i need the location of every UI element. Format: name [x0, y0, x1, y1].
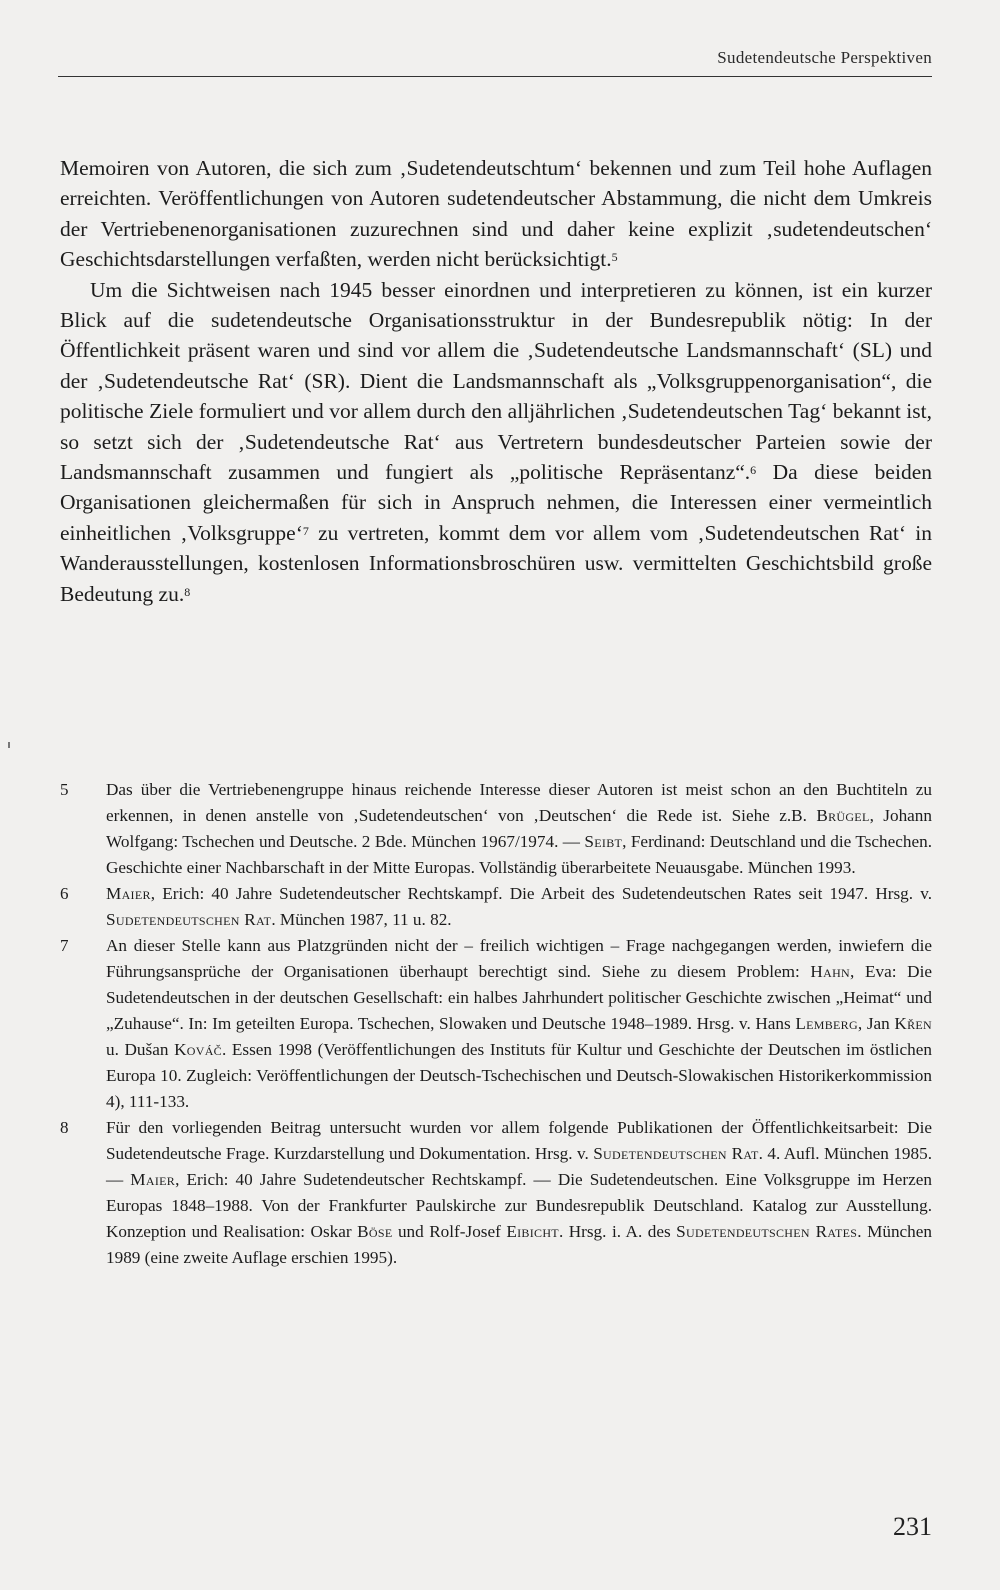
footnote-number: 6 — [60, 884, 69, 903]
footnote-number: 7 — [60, 936, 69, 955]
footnotes — [60, 777, 932, 1271]
header-rule — [58, 76, 932, 77]
footnote-7 — [60, 933, 932, 1115]
footnote-ref: 8 — [184, 584, 191, 599]
footnote-number: 8 — [60, 1118, 69, 1137]
footnote-5 — [60, 777, 932, 881]
page-number: 231 — [893, 1512, 932, 1541]
footnote-text: Maier, Erich: 40 Jahre Sudetendeutscher Rechtskampf. Die Arbeit des Sudetendeutschen Rates seit 1947. Hrsg. v. Sudetendeutschen Rat. München 1987, 11 u. 82. — [106, 884, 932, 929]
footnote-text: An dieser Stelle kann aus Platzgründen nicht der – freilich wichtigen – Frage nachgegangen werden, inwiefern die Führungsansprüche der Organisationen überhaupt berechtigt sind. Siehe zu diesem Problem: Hahn, Eva: Die Sudetendeutschen in der deutschen Gesellschaft: ein halbes Jahrhundert politischer Geschichte zwischen „Heimat“ und „Zuhause“. In: Im geteilten Europa. Tschechen, Slowaken und Deutsche 1948–1989. Hrsg. v. Hans Lemberg, Jan Křen u. Dušan Kováč. Essen 1998 (Veröffentlichungen des Instituts für Kultur und Geschichte der Deutschen im östlichen Europa 10. Zugleich: Veröffentlichungen der Deutsch-Tschechischen und Deutsch-Slowakischen Historikerkommission 4), 111-133. — [106, 936, 932, 1111]
footnote-text: Für den vorliegenden Beitrag untersucht wurden vor allem folgende Publikationen der Öffentlichkeitsarbeit: Die Sudetendeutsche Frage. Kurzdarstellung und Dokumentation. Hrsg. v. Sudetendeutschen Rat. 4. Aufl. München 1985. — Maier, Erich: 40 Jahre Sudetendeutscher Rechtskampf. — Die Sudetendeutschen. Eine Volksgruppe im Herzen Europas 1848–1988. Von der Frankfurter Paulskirche zur Bundesrepublik Deutschland. Katalog zur Ausstellung. Konzeption und Realisation: Oskar Böse und Rolf-Josef Eibicht. Hrsg. i. A. des Sudetendeutschen Rates. München 1989 (eine zweite Auflage erschien 1995). — [106, 1118, 933, 1267]
footnote-8 — [60, 1115, 932, 1271]
footnote-ref: 5 — [611, 250, 618, 265]
paragraph-2: Um die Sichtweisen nach 1945 besser einordnen und interpretieren zu können, ist ein kurzer Blick auf die sudetendeutsche Organisationsstruktur in der Bundesrepublik nötig: In der Öffentlichkeit präsent waren und sind vor allem die ‚Sudetendeutsche Landsmannschaft‘ (SL) und der ‚Sudetendeutsche Rat‘ (SR). Dient die Landsmannschaft als „Volksgruppenorganisation“, die politische Ziele formuliert und vor allem durch den alljährlichen ‚Sudetendeutschen Tag‘ bekannt ist, so setzt sich der ‚Sudetendeutsche Rat‘ aus Vertretern bundesdeutscher Parteien sowie der Landsmannschaft zusammen und fungiert als „politische Repräsentanz“.$^6$ Da diese beiden Organisationen gleichermaßen für sich in Anspruch nehmen, die Interessen einer vermeintlich einheitlichen ‚Volksgruppe‘$^7$ zu vertreten, kommt dem vor allem vom ‚Sudetendeutschen Rat‘ in Wanderausstellungen, kostenlosen Informationsbroschüren usw. vermittelten Geschichtsbild große Bedeutung zu.$^8$ — [60, 277, 932, 606]
footnote-ref: 7 — [302, 523, 309, 538]
margin-mark — [8, 742, 10, 748]
footnote-6 — [60, 881, 932, 933]
footnote-text: Das über die Vertriebenengruppe hinaus reichende Interesse dieser Autoren ist meist schon an den Buchtiteln zu erkennen, in denen anstelle von ‚Sudetendeutschen‘ von ‚Deutschen‘ die Rede ist. Siehe z.B. Brügel, Johann Wolfgang: Tschechen und Deutsche. 2 Bde. München 1967/1974. — Seibt, Ferdinand: Deutschland und die Tschechen. Geschichte einer Nachbarschaft in der Mitte Europas. Vollständig überarbeitete Neuausgabe. München 1993. — [106, 780, 932, 877]
running-head: Sudetendeutsche Perspektiven — [717, 48, 932, 67]
footnote-ref: 6 — [750, 463, 757, 478]
footnote-number: 5 — [60, 780, 69, 799]
paragraph-1: Memoiren von Autoren, die sich zum ‚Sudetendeutschtum‘ bekennen und zum Teil hohe Auflagen erreichten. Veröffentlichungen von Autoren sudetendeutscher Abstammung, die nicht dem Umkreis der Vertriebenenorganisationen zuzurechnen sind und daher keine explizit ‚sudetendeutschen‘ Geschichtsdarstellungen verfaßten, werden nicht berücksichtigt.$^5$ — [60, 156, 932, 272]
main-text — [60, 153, 932, 609]
